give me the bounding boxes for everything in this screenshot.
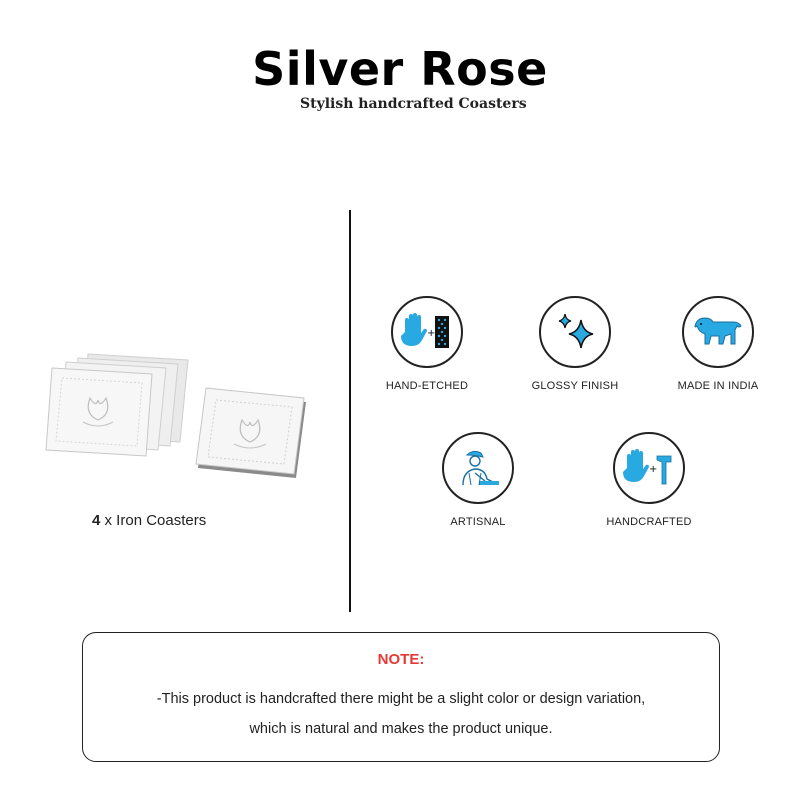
page-title: Silver Rose xyxy=(252,42,548,96)
svg-text:+: + xyxy=(427,328,436,339)
feature-label: HAND-ETCHED xyxy=(385,380,469,392)
feature-label: ARTISNAL xyxy=(450,516,506,528)
hand-hammer-icon xyxy=(623,448,675,488)
svg-text:+: + xyxy=(649,464,658,475)
note-line-2: which is natural and makes the product unique. xyxy=(249,721,553,737)
vertical-divider xyxy=(349,210,351,612)
product-caption-text: x Iron Coasters xyxy=(104,512,207,529)
feature-label: GLOSSY FINISH xyxy=(531,380,619,392)
lion-icon xyxy=(691,314,745,350)
feature-artisnal xyxy=(413,432,543,528)
page-subtitle: Stylish handcrafted Coasters xyxy=(300,96,527,112)
feature-circle xyxy=(442,432,514,504)
feature-glossy-finish xyxy=(510,296,640,392)
feature-circle xyxy=(539,296,611,368)
feature-circle xyxy=(391,296,463,368)
sparkle-icon xyxy=(553,310,597,354)
feature-circle xyxy=(682,296,754,368)
product-caption xyxy=(92,512,206,529)
note-title: NOTE: xyxy=(377,651,425,668)
feature-circle xyxy=(613,432,685,504)
product-quantity: 4 xyxy=(92,512,101,529)
artisan-icon xyxy=(453,443,503,493)
coaster-set-image xyxy=(38,350,308,480)
feature-hand-etched xyxy=(362,296,492,392)
note-box xyxy=(82,632,720,762)
note-line-1: -This product is handcrafted there might be a slight color or design variation, xyxy=(156,691,646,707)
feature-made-in-india xyxy=(653,296,783,392)
feature-label: HANDCRAFTED xyxy=(606,516,692,528)
feature-handcrafted xyxy=(584,432,714,528)
hand-etched-icon xyxy=(401,312,453,352)
feature-label: MADE IN INDIA xyxy=(677,380,759,392)
